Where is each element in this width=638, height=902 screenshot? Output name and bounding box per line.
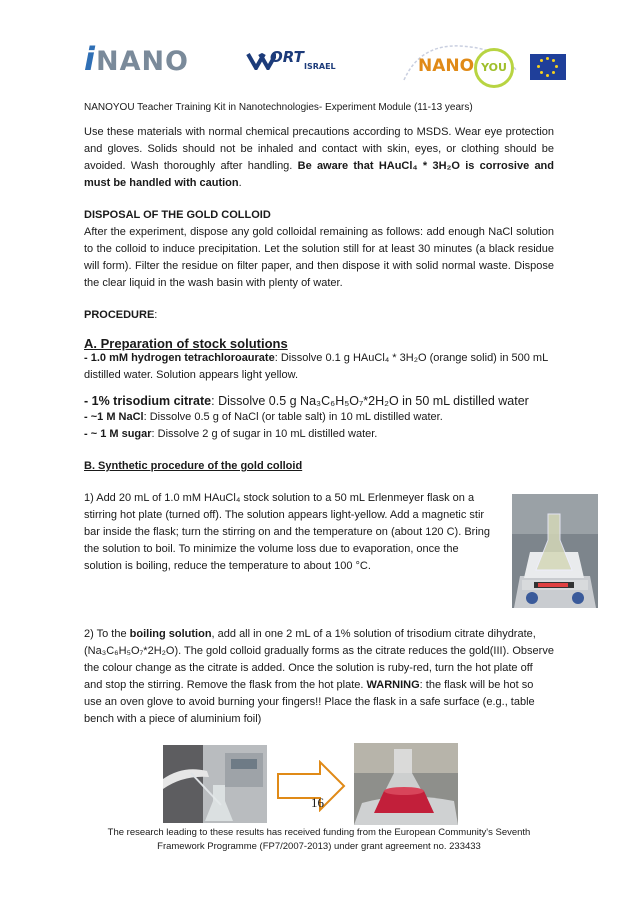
eu-flag-icon bbox=[530, 54, 566, 80]
stock-item-gold-label: - 1.0 mM hydrogen tetrachloroaurate bbox=[84, 352, 275, 364]
citrate-addition-illustration bbox=[163, 745, 267, 823]
inano-logo-text: NANO bbox=[95, 46, 190, 77]
safety-paragraph bbox=[84, 124, 554, 192]
safety-end: . bbox=[238, 177, 242, 189]
procedure-title: PROCEDURE bbox=[84, 309, 155, 321]
ort-logo-text: ORT bbox=[270, 48, 304, 66]
israel-logo-text: ISRAEL bbox=[304, 62, 336, 71]
step-2-warning-label: WARNING bbox=[366, 679, 420, 691]
stock-item-nacl bbox=[84, 409, 554, 426]
disposal-paragraph: After the experiment, dispose any gold colloidal remaining as follows: add enough NaCl solution to the colloid to induce precipitation. Let the solution still for at least 30 minutes (a black residue will form). Filter the residue on filter paper, and then dispose it with solid normal waste. Dispose the clear liquid in the wash basin with plenty of water. bbox=[84, 226, 554, 289]
citrate-addition-photo bbox=[163, 745, 267, 823]
inano-logo-i: i bbox=[84, 40, 96, 78]
stock-item-nacl-text: : Dissolve 0.5 g of NaCl (or table salt) in 10 mL distilled water. bbox=[143, 411, 443, 423]
page-number: 16 bbox=[311, 795, 324, 810]
step-2-body: , add all in one 2 mL of a 1% solution of trisodium citrate dihydrate, (Na₃C₆H₅O₇*2H₂O). The gold colloid gradually forms as the citrate reduces the gold(III). Observe the colour change as the citrate is added. Once the solution is ruby-red, turn the hot plate off and stop the stirring. Remove the flask from the hot plate. bbox=[84, 628, 554, 691]
safety-warning: Be aware that HAuCl₄ * 3H₂O is corrosive and must be handled with caution bbox=[84, 160, 554, 189]
hotplate-flask-illustration bbox=[512, 494, 598, 608]
nanoyou-logo-nano: NANO bbox=[418, 56, 475, 76]
step-1-paragraph: 1) Add 20 mL of 1.0 mM HAuCl₄ stock solution to a 50 mL Erlenmeyer flask on a stirring hot plate (turned off). The solution appears light-yellow. Add a magnetic stir bar inside the flask; turn the stirring on and the temperature on (about 120 C). Bring the solution to boil. To minimize the volume loss due to evaporation, once the solution is boiling, reduce the temperature to about 100 °C. bbox=[84, 492, 491, 572]
nanoyou-logo-you: YOU bbox=[474, 48, 514, 88]
procedure-colon: : bbox=[154, 309, 158, 321]
ort-israel-logo bbox=[246, 48, 342, 74]
stock-item-sugar bbox=[84, 426, 554, 443]
stock-item-sugar-text: : Dissolve 2 g of sugar in 10 mL distilled water. bbox=[151, 428, 378, 440]
step-2-boiling: boiling solution bbox=[129, 628, 212, 640]
stock-item-gold-text: : Dissolve 0.1 g HAuCl₄ * 3H₂O (orange solid) in 500 mL distilled water. Solution appears light yellow. bbox=[84, 352, 548, 381]
ruby-colloid-illustration bbox=[354, 743, 458, 825]
section-b-heading: B. Synthetic procedure of the gold colloid bbox=[84, 460, 303, 472]
step-2-warning-text: : the flask will be hot so use an oven glove to avoid burning your fingers!! Place the flask in a safe surface (e.g., table bench with a piece of aluminium foil) bbox=[84, 679, 535, 725]
inano-logo bbox=[84, 40, 189, 78]
stock-item-gold bbox=[84, 350, 554, 384]
procedure-heading bbox=[84, 309, 157, 321]
stock-item-citrate-text: : Dissolve 0.5 g Na₃C₆H₅O₇*2H₂O in 50 mL distilled water bbox=[211, 394, 529, 408]
funding-footer: The research leading to these results has received funding from the European Community's Seventh Framework Programme (FP7/2007-2013) under grant agreement no. 233433 bbox=[107, 827, 531, 852]
stock-item-citrate-label: - 1% trisodium citrate bbox=[84, 394, 212, 408]
stock-item-sugar-label: - ~ 1 M sugar bbox=[84, 428, 152, 440]
hotplate-flask-photo bbox=[512, 494, 598, 608]
stock-item-citrate bbox=[84, 393, 554, 410]
section-a-heading: A. Preparation of stock solutions bbox=[84, 336, 288, 351]
ruby-colloid-photo bbox=[354, 743, 458, 825]
disposal-heading: DISPOSAL OF THE GOLD COLLOID bbox=[84, 209, 271, 221]
safety-text: Use these materials with normal chemical precautions according to MSDS. Wear eye protection and gloves. Solids should not be inhaled and contact with skin, eyes, or clothing should be avoided. Wash thoroughly after handling. bbox=[84, 126, 554, 172]
nanoyou-logo bbox=[400, 36, 580, 90]
step-2-intro: 2) To the bbox=[84, 628, 130, 640]
stock-item-nacl-label: - ~1 M NaCl bbox=[84, 411, 144, 423]
step-2-paragraph bbox=[84, 626, 554, 728]
module-header: NANOYOU Teacher Training Kit in Nanotechnologies- Experiment Module (11-13 years) bbox=[84, 102, 473, 113]
